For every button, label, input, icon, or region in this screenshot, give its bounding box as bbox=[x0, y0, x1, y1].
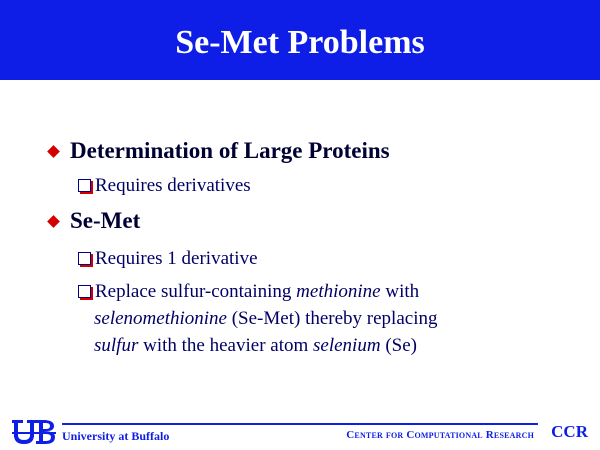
bullet-1-sub-1-text: Requires derivatives bbox=[95, 175, 251, 196]
bullet-2-sub-1 bbox=[78, 245, 258, 272]
footer-divider bbox=[62, 423, 538, 425]
red-diamond-icon bbox=[47, 145, 60, 158]
checkbox-icon bbox=[78, 252, 91, 265]
bullet-1 bbox=[46, 138, 390, 164]
footer-university: University at Buffalo bbox=[62, 429, 170, 443]
bullet-2 bbox=[46, 208, 140, 234]
bullet-2-sub-2-line-3: sulfur with the heavier atom selenium (Se) bbox=[94, 335, 417, 356]
bullet-1-sub-1 bbox=[78, 172, 251, 199]
bullet-2-sub-2-line-1: Replace sulfur-containing methionine with bbox=[95, 281, 420, 302]
footer-ccr: CCR bbox=[551, 422, 588, 441]
red-diamond-icon bbox=[47, 215, 60, 228]
checkbox-icon bbox=[78, 179, 91, 192]
checkbox-icon bbox=[78, 285, 91, 298]
bullet-2-sub-2 bbox=[78, 278, 437, 359]
bullet-2-sub-1-text: Requires 1 derivative bbox=[95, 248, 258, 269]
bullet-1-text: Determination of Large Proteins bbox=[70, 138, 390, 163]
ub-logo-icon bbox=[12, 418, 56, 448]
slide-title: Se-Met Problems bbox=[175, 24, 425, 61]
footer-center: Center for Computational Research bbox=[346, 429, 534, 441]
bullet-2-text: Se-Met bbox=[70, 208, 141, 233]
bullet-2-sub-2-line-2: selenomethionine (Se-Met) thereby replacing bbox=[94, 308, 438, 329]
